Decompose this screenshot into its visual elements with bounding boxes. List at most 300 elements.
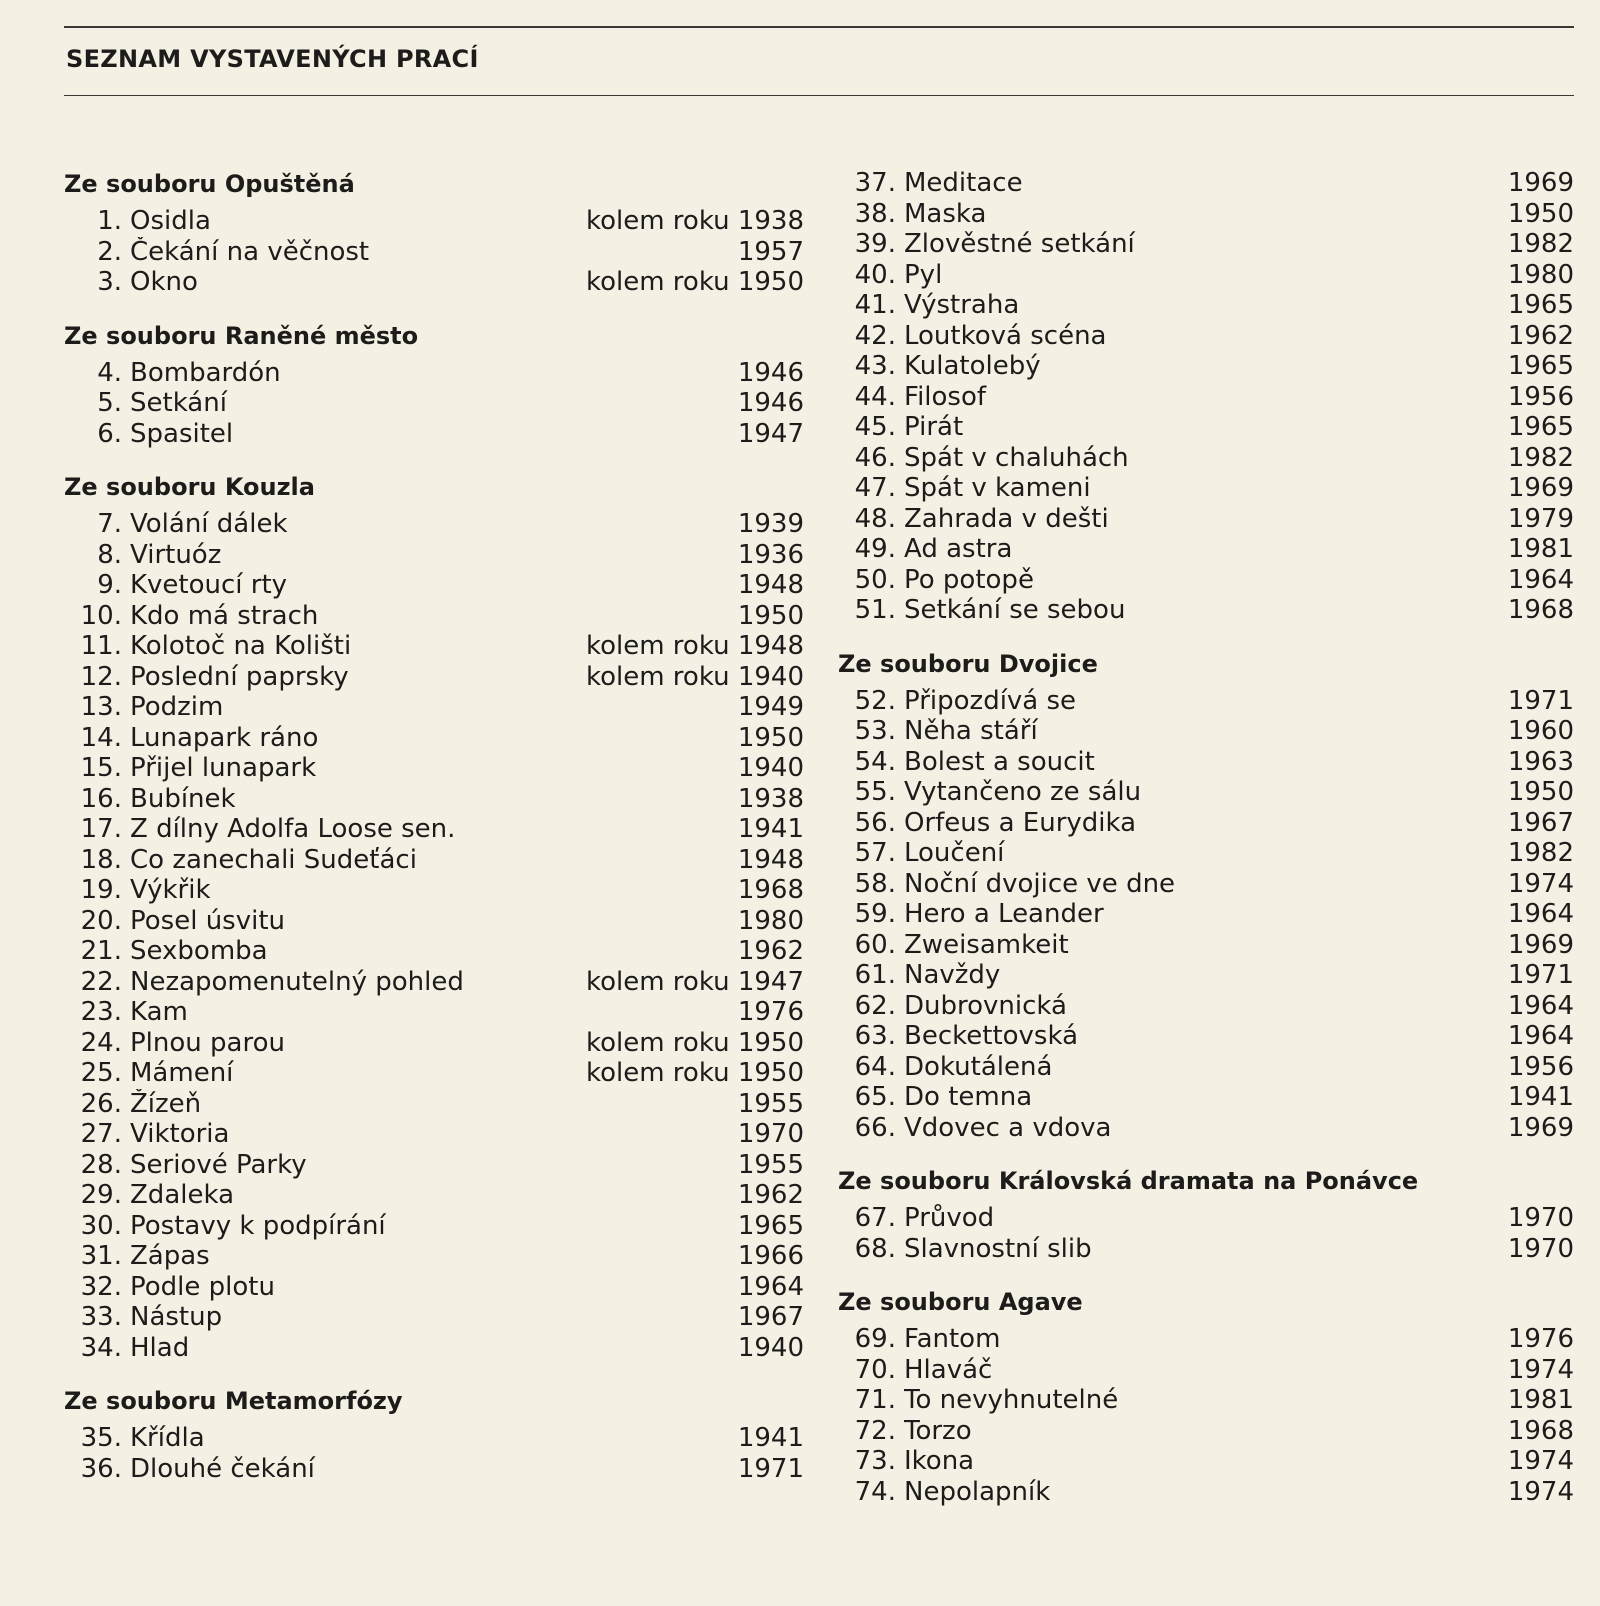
work-title: Osidla <box>130 206 211 236</box>
work-number: 30. <box>80 1210 122 1241</box>
title-rule <box>64 95 1574 96</box>
collection-section <box>64 1385 804 1484</box>
work-title: Hero a Leander <box>904 899 1104 929</box>
work-title: Filosof <box>904 381 987 412</box>
work-date: 1955 <box>737 1088 804 1119</box>
work-date: kolem roku 1948 <box>585 631 804 661</box>
work-date: kolem roku 1950 <box>585 1058 804 1088</box>
work-number: 17. <box>80 814 122 844</box>
work-number: 53. <box>854 716 896 746</box>
work-number: 31. <box>80 1241 122 1271</box>
work-title: Něha stáří <box>904 716 1038 746</box>
work-title: Noční dvojice ve dne <box>904 868 1176 899</box>
work-title: Poslední paprsky <box>130 661 349 692</box>
work-title: Zweisamkeit <box>904 929 1069 960</box>
work-number: 41. <box>854 290 896 320</box>
work-number: 38. <box>854 198 896 229</box>
work-number: 47. <box>854 473 896 503</box>
work-number: 64. <box>854 1051 896 1082</box>
work-date: 1938 <box>737 783 804 814</box>
work-title: Žízeň <box>130 1088 202 1119</box>
work-date: 1968 <box>737 875 804 905</box>
work-number: 14. <box>80 722 122 753</box>
work-title: Loučení <box>904 838 1005 868</box>
work-date: 1979 <box>1507 503 1574 534</box>
work-entry <box>838 1416 1574 1447</box>
work-number: 67. <box>854 1203 896 1233</box>
work-number: 46. <box>854 442 896 473</box>
work-entry <box>64 845 804 876</box>
work-number: 63. <box>854 1021 896 1051</box>
work-title: Přijel lunapark <box>130 753 317 783</box>
work-number: 57. <box>854 838 896 868</box>
work-entry <box>64 814 804 845</box>
work-number: 7. <box>97 509 122 539</box>
work-title: Postavy k podpírání <box>130 1210 386 1241</box>
work-number: 40. <box>854 259 896 290</box>
left-column <box>64 168 804 1506</box>
work-entry <box>64 540 804 571</box>
work-title: Spasitel <box>130 418 234 449</box>
work-entry <box>838 382 1574 413</box>
work-date: 1950 <box>737 600 804 631</box>
work-title: To nevyhnutelné <box>904 1385 1119 1415</box>
work-number: 74. <box>854 1476 896 1507</box>
work-entry <box>838 1052 1574 1083</box>
work-date: 1969 <box>1507 473 1574 503</box>
work-date: 1947 <box>737 418 804 449</box>
work-date: 1969 <box>1507 929 1574 960</box>
work-number: 8. <box>97 539 122 570</box>
work-number: 37. <box>854 168 896 198</box>
work-entry <box>64 570 804 601</box>
work-title: Zlověstné setkání <box>904 229 1135 259</box>
work-entry <box>64 906 804 937</box>
work-title: Fantom <box>904 1324 1001 1354</box>
work-date: 1982 <box>1507 838 1574 868</box>
work-date: 1946 <box>737 357 804 388</box>
work-date: 1981 <box>1507 1385 1574 1415</box>
work-entry <box>64 601 804 632</box>
work-number: 54. <box>854 746 896 777</box>
work-entry <box>64 419 804 450</box>
work-entry <box>838 351 1574 382</box>
work-date: 1971 <box>1507 960 1574 990</box>
work-entry <box>838 534 1574 565</box>
work-number: 18. <box>80 844 122 875</box>
work-date: 1941 <box>1507 1082 1574 1112</box>
work-title: Okno <box>130 267 198 297</box>
work-number: 16. <box>80 783 122 814</box>
work-date: kolem roku 1950 <box>585 267 804 297</box>
work-entry <box>838 473 1574 504</box>
work-date: 1974 <box>1507 868 1574 899</box>
work-number: 58. <box>854 868 896 899</box>
collection-section <box>64 168 804 298</box>
work-title: Kdo má strach <box>130 600 319 631</box>
work-entry <box>64 1028 804 1059</box>
work-date: 1957 <box>737 236 804 267</box>
collection-section <box>838 168 1574 626</box>
work-date: 1969 <box>1507 1112 1574 1143</box>
work-date: 1962 <box>737 936 804 966</box>
work-date: 1956 <box>1507 1051 1574 1082</box>
collection-section <box>838 1286 1574 1507</box>
work-number: 29. <box>80 1180 122 1210</box>
right-column <box>838 168 1574 1529</box>
work-number: 9. <box>97 570 122 600</box>
collection-section <box>838 1165 1574 1264</box>
work-title: Výstraha <box>904 290 1020 320</box>
work-entry <box>64 1058 804 1089</box>
work-date: 1982 <box>1507 442 1574 473</box>
work-date: 1976 <box>737 997 804 1027</box>
top-rule <box>64 26 1574 28</box>
work-date: 1970 <box>737 1119 804 1149</box>
work-number: 66. <box>854 1112 896 1143</box>
work-title: Lunapark ráno <box>130 722 319 753</box>
work-number: 22. <box>80 966 122 997</box>
work-title: Zahrada v dešti <box>904 503 1109 534</box>
work-entry <box>838 960 1574 991</box>
work-entry <box>64 692 804 723</box>
work-title: Beckettovská <box>904 1021 1079 1051</box>
work-entry <box>838 1113 1574 1144</box>
work-date: 1968 <box>1507 595 1574 625</box>
work-title: Nástup <box>130 1302 223 1332</box>
work-date: 1967 <box>737 1302 804 1332</box>
work-title: Hlaváč <box>904 1354 993 1385</box>
work-date: 1964 <box>1507 990 1574 1021</box>
work-number: 51. <box>854 595 896 625</box>
work-number: 60. <box>854 929 896 960</box>
work-title: Spát v kameni <box>904 473 1091 503</box>
work-number: 19. <box>80 875 122 905</box>
work-number: 43. <box>854 351 896 381</box>
work-title: Kvetoucí rty <box>130 570 288 600</box>
work-title: Výkřik <box>130 875 211 905</box>
work-number: 5. <box>97 388 122 418</box>
work-number: 45. <box>854 412 896 442</box>
work-date: 1970 <box>1507 1203 1574 1233</box>
work-date: 1950 <box>737 722 804 753</box>
work-entry <box>838 1477 1574 1508</box>
work-date: 1960 <box>1507 716 1574 746</box>
work-date: 1971 <box>737 1453 804 1484</box>
work-date: 1974 <box>1507 1354 1574 1385</box>
work-title: Nepolapník <box>904 1476 1051 1507</box>
work-number: 56. <box>854 807 896 838</box>
work-number: 34. <box>80 1332 122 1363</box>
collection-heading: Ze souboru Královská dramata na Ponávce <box>838 1167 1419 1195</box>
work-title: Kulatolebý <box>904 351 1041 381</box>
collection-heading: Ze souboru Metamorfózy <box>64 1387 403 1415</box>
work-date: 1965 <box>1507 351 1574 381</box>
work-number: 35. <box>80 1423 122 1453</box>
work-number: 26. <box>80 1088 122 1119</box>
work-title: Mámení <box>130 1058 234 1088</box>
work-number: 39. <box>854 229 896 259</box>
work-entry <box>838 1234 1574 1265</box>
work-entry <box>838 1355 1574 1386</box>
work-number: 61. <box>854 960 896 990</box>
work-entry <box>838 1446 1574 1477</box>
work-title: Zápas <box>130 1241 210 1271</box>
work-entry <box>838 260 1574 291</box>
work-entry <box>64 1302 804 1333</box>
work-entry <box>64 936 804 967</box>
work-entry <box>64 1333 804 1364</box>
work-number: 21. <box>80 936 122 966</box>
work-entry <box>64 509 804 540</box>
work-entry <box>64 1211 804 1242</box>
work-date: 1963 <box>1507 746 1574 777</box>
work-title: Bolest a soucit <box>904 746 1095 777</box>
work-number: 68. <box>854 1233 896 1264</box>
work-date: 1982 <box>1507 229 1574 259</box>
work-date: kolem roku 1947 <box>585 966 804 997</box>
work-date: 1980 <box>1507 259 1574 290</box>
work-title: Volání dálek <box>130 509 288 539</box>
work-title: Připozdívá se <box>904 685 1077 716</box>
work-title: Pyl <box>904 259 943 290</box>
work-number: 42. <box>854 320 896 351</box>
work-date: 1936 <box>737 539 804 570</box>
work-entry <box>64 206 804 237</box>
work-date: 1940 <box>737 1332 804 1363</box>
work-number: 10. <box>80 600 122 631</box>
work-entry <box>838 412 1574 443</box>
work-entry <box>838 747 1574 778</box>
work-number: 73. <box>854 1446 896 1476</box>
work-entry <box>838 930 1574 961</box>
work-title: Bombardón <box>130 357 281 388</box>
work-date: 1965 <box>1507 412 1574 442</box>
work-title: Ad astra <box>904 534 1013 564</box>
collection-heading: Ze souboru Agave <box>838 1288 1083 1316</box>
work-title: Viktoria <box>130 1119 230 1149</box>
work-entry <box>64 237 804 268</box>
work-date: 1980 <box>737 905 804 936</box>
work-date: 1971 <box>1507 685 1574 716</box>
work-entry <box>838 899 1574 930</box>
work-title: Kolotoč na Kolišti <box>130 631 352 661</box>
work-title: Do temna <box>904 1082 1033 1112</box>
work-date: 1950 <box>1507 777 1574 807</box>
work-date: 1965 <box>1507 290 1574 320</box>
work-date: 1948 <box>737 844 804 875</box>
work-title: Dlouhé čekání <box>130 1453 315 1484</box>
work-title: Dubrovnická <box>904 990 1067 1021</box>
work-number: 27. <box>80 1119 122 1149</box>
work-date: 1949 <box>737 692 804 722</box>
work-number: 33. <box>80 1302 122 1332</box>
work-entry <box>64 662 804 693</box>
work-entry <box>64 388 804 419</box>
collection-heading: Ze souboru Opuštěná <box>64 170 355 198</box>
work-title: Kam <box>130 997 188 1027</box>
work-title: Ikona <box>904 1446 975 1476</box>
work-title: Vdovec a vdova <box>904 1112 1112 1143</box>
work-number: 72. <box>854 1415 896 1446</box>
work-entry <box>64 1272 804 1303</box>
page-title: SEZNAM VYSTAVENÝCH PRACÍ <box>66 45 479 73</box>
work-title: Sexbomba <box>130 936 268 966</box>
work-title: Plnou parou <box>130 1027 285 1058</box>
work-entry <box>838 1324 1574 1355</box>
work-title: Meditace <box>904 168 1023 198</box>
work-entry <box>64 875 804 906</box>
work-date: 1965 <box>737 1210 804 1241</box>
work-date: 1946 <box>737 388 804 418</box>
work-entry <box>838 869 1574 900</box>
work-title: Pirát <box>904 412 964 442</box>
work-entry <box>838 686 1574 717</box>
work-date: kolem roku 1950 <box>585 1027 804 1058</box>
work-title: Virtuóz <box>130 539 222 570</box>
collection-section <box>64 320 804 450</box>
work-title: Bubínek <box>130 783 236 814</box>
work-entry <box>64 631 804 662</box>
work-number: 55. <box>854 777 896 807</box>
work-title: Podle plotu <box>130 1271 275 1302</box>
work-entry <box>64 1180 804 1211</box>
work-number: 24. <box>80 1027 122 1058</box>
work-entry <box>838 565 1574 596</box>
work-title: Dokutálená <box>904 1051 1053 1082</box>
work-number: 32. <box>80 1271 122 1302</box>
work-entry <box>838 595 1574 626</box>
work-number: 59. <box>854 899 896 929</box>
work-entry <box>64 784 804 815</box>
work-number: 1. <box>97 206 122 236</box>
work-entry <box>838 443 1574 474</box>
work-title: Loutková scéna <box>904 320 1107 351</box>
work-entry <box>838 504 1574 535</box>
work-entry <box>64 1089 804 1120</box>
work-title: Vytančeno ze sálu <box>904 777 1142 807</box>
work-date: 1964 <box>1507 899 1574 929</box>
work-number: 65. <box>854 1082 896 1112</box>
work-entry <box>838 1385 1574 1416</box>
work-number: 49. <box>854 534 896 564</box>
work-date: 1964 <box>1507 1021 1574 1051</box>
work-entry <box>64 1454 804 1485</box>
work-number: 69. <box>854 1324 896 1354</box>
work-entry <box>838 290 1574 321</box>
work-title: Setkání se sebou <box>904 595 1126 625</box>
work-number: 28. <box>80 1149 122 1180</box>
work-entry <box>838 1203 1574 1234</box>
work-number: 25. <box>80 1058 122 1088</box>
work-number: 12. <box>80 661 122 692</box>
work-number: 48. <box>854 503 896 534</box>
work-entry <box>64 1150 804 1181</box>
work-entry <box>64 358 804 389</box>
work-title: Průvod <box>904 1203 995 1233</box>
collection-heading: Ze souboru Raněné město <box>64 321 419 350</box>
work-title: Maska <box>904 198 987 229</box>
work-number: 2. <box>97 236 122 267</box>
work-date: 1968 <box>1507 1415 1574 1446</box>
work-title: Spát v chaluhách <box>904 442 1129 473</box>
work-date: 1967 <box>1507 807 1574 838</box>
work-date: 1974 <box>1507 1476 1574 1507</box>
work-number: 71. <box>854 1385 896 1415</box>
work-entry <box>838 716 1574 747</box>
work-date: 1940 <box>737 753 804 783</box>
work-number: 4. <box>97 357 122 388</box>
work-date: 1950 <box>1507 198 1574 229</box>
work-title: Torzo <box>904 1415 972 1446</box>
work-number: 6. <box>97 418 122 449</box>
work-number: 13. <box>80 692 122 722</box>
work-date: 1941 <box>737 814 804 844</box>
collection-section <box>64 471 804 1363</box>
work-date: 1948 <box>737 570 804 600</box>
work-title: Křídla <box>130 1423 205 1453</box>
work-number: 50. <box>854 564 896 595</box>
work-number: 20. <box>80 905 122 936</box>
work-number: 44. <box>854 381 896 412</box>
work-title: Po potopě <box>904 564 1034 595</box>
work-entry <box>838 321 1574 352</box>
work-date: 1976 <box>1507 1324 1574 1354</box>
work-entry <box>838 1021 1574 1052</box>
work-date: 1981 <box>1507 534 1574 564</box>
work-date: 1956 <box>1507 381 1574 412</box>
work-date: 1962 <box>1507 320 1574 351</box>
work-number: 52. <box>854 685 896 716</box>
work-entry <box>64 753 804 784</box>
work-date: kolem roku 1940 <box>585 661 804 692</box>
work-date: 1962 <box>737 1180 804 1210</box>
work-entry <box>64 997 804 1028</box>
work-entry <box>838 777 1574 808</box>
work-number: 70. <box>854 1354 896 1385</box>
work-date: 1969 <box>1507 168 1574 198</box>
work-entry <box>838 229 1574 260</box>
work-title: Nezapomenutelný pohled <box>130 966 464 997</box>
work-entry <box>838 168 1574 199</box>
work-date: 1964 <box>1507 564 1574 595</box>
work-title: Podzim <box>130 692 224 722</box>
work-title: Setkání <box>130 388 227 418</box>
work-title: Hlad <box>130 1332 190 1363</box>
work-date: 1939 <box>737 509 804 539</box>
work-date: kolem roku 1938 <box>585 206 804 236</box>
work-entry <box>838 808 1574 839</box>
collection-heading: Ze souboru Kouzla <box>64 473 315 501</box>
work-title: Slavnostní slib <box>904 1233 1092 1264</box>
work-title: Z dílny Adolfa Loose sen. <box>130 814 456 844</box>
collection-heading: Ze souboru Dvojice <box>838 649 1098 678</box>
work-entry <box>64 1423 804 1454</box>
work-entry <box>838 1082 1574 1113</box>
work-number: 11. <box>80 631 122 661</box>
work-date: 1970 <box>1507 1233 1574 1264</box>
work-entry <box>838 199 1574 230</box>
work-number: 15. <box>80 753 122 783</box>
work-title: Seriové Parky <box>130 1149 307 1180</box>
work-number: 62. <box>854 990 896 1021</box>
work-entry <box>64 267 804 298</box>
work-date: 1974 <box>1507 1446 1574 1476</box>
work-entry <box>838 991 1574 1022</box>
work-entry <box>64 967 804 998</box>
work-entry <box>64 1119 804 1150</box>
work-date: 1964 <box>737 1271 804 1302</box>
